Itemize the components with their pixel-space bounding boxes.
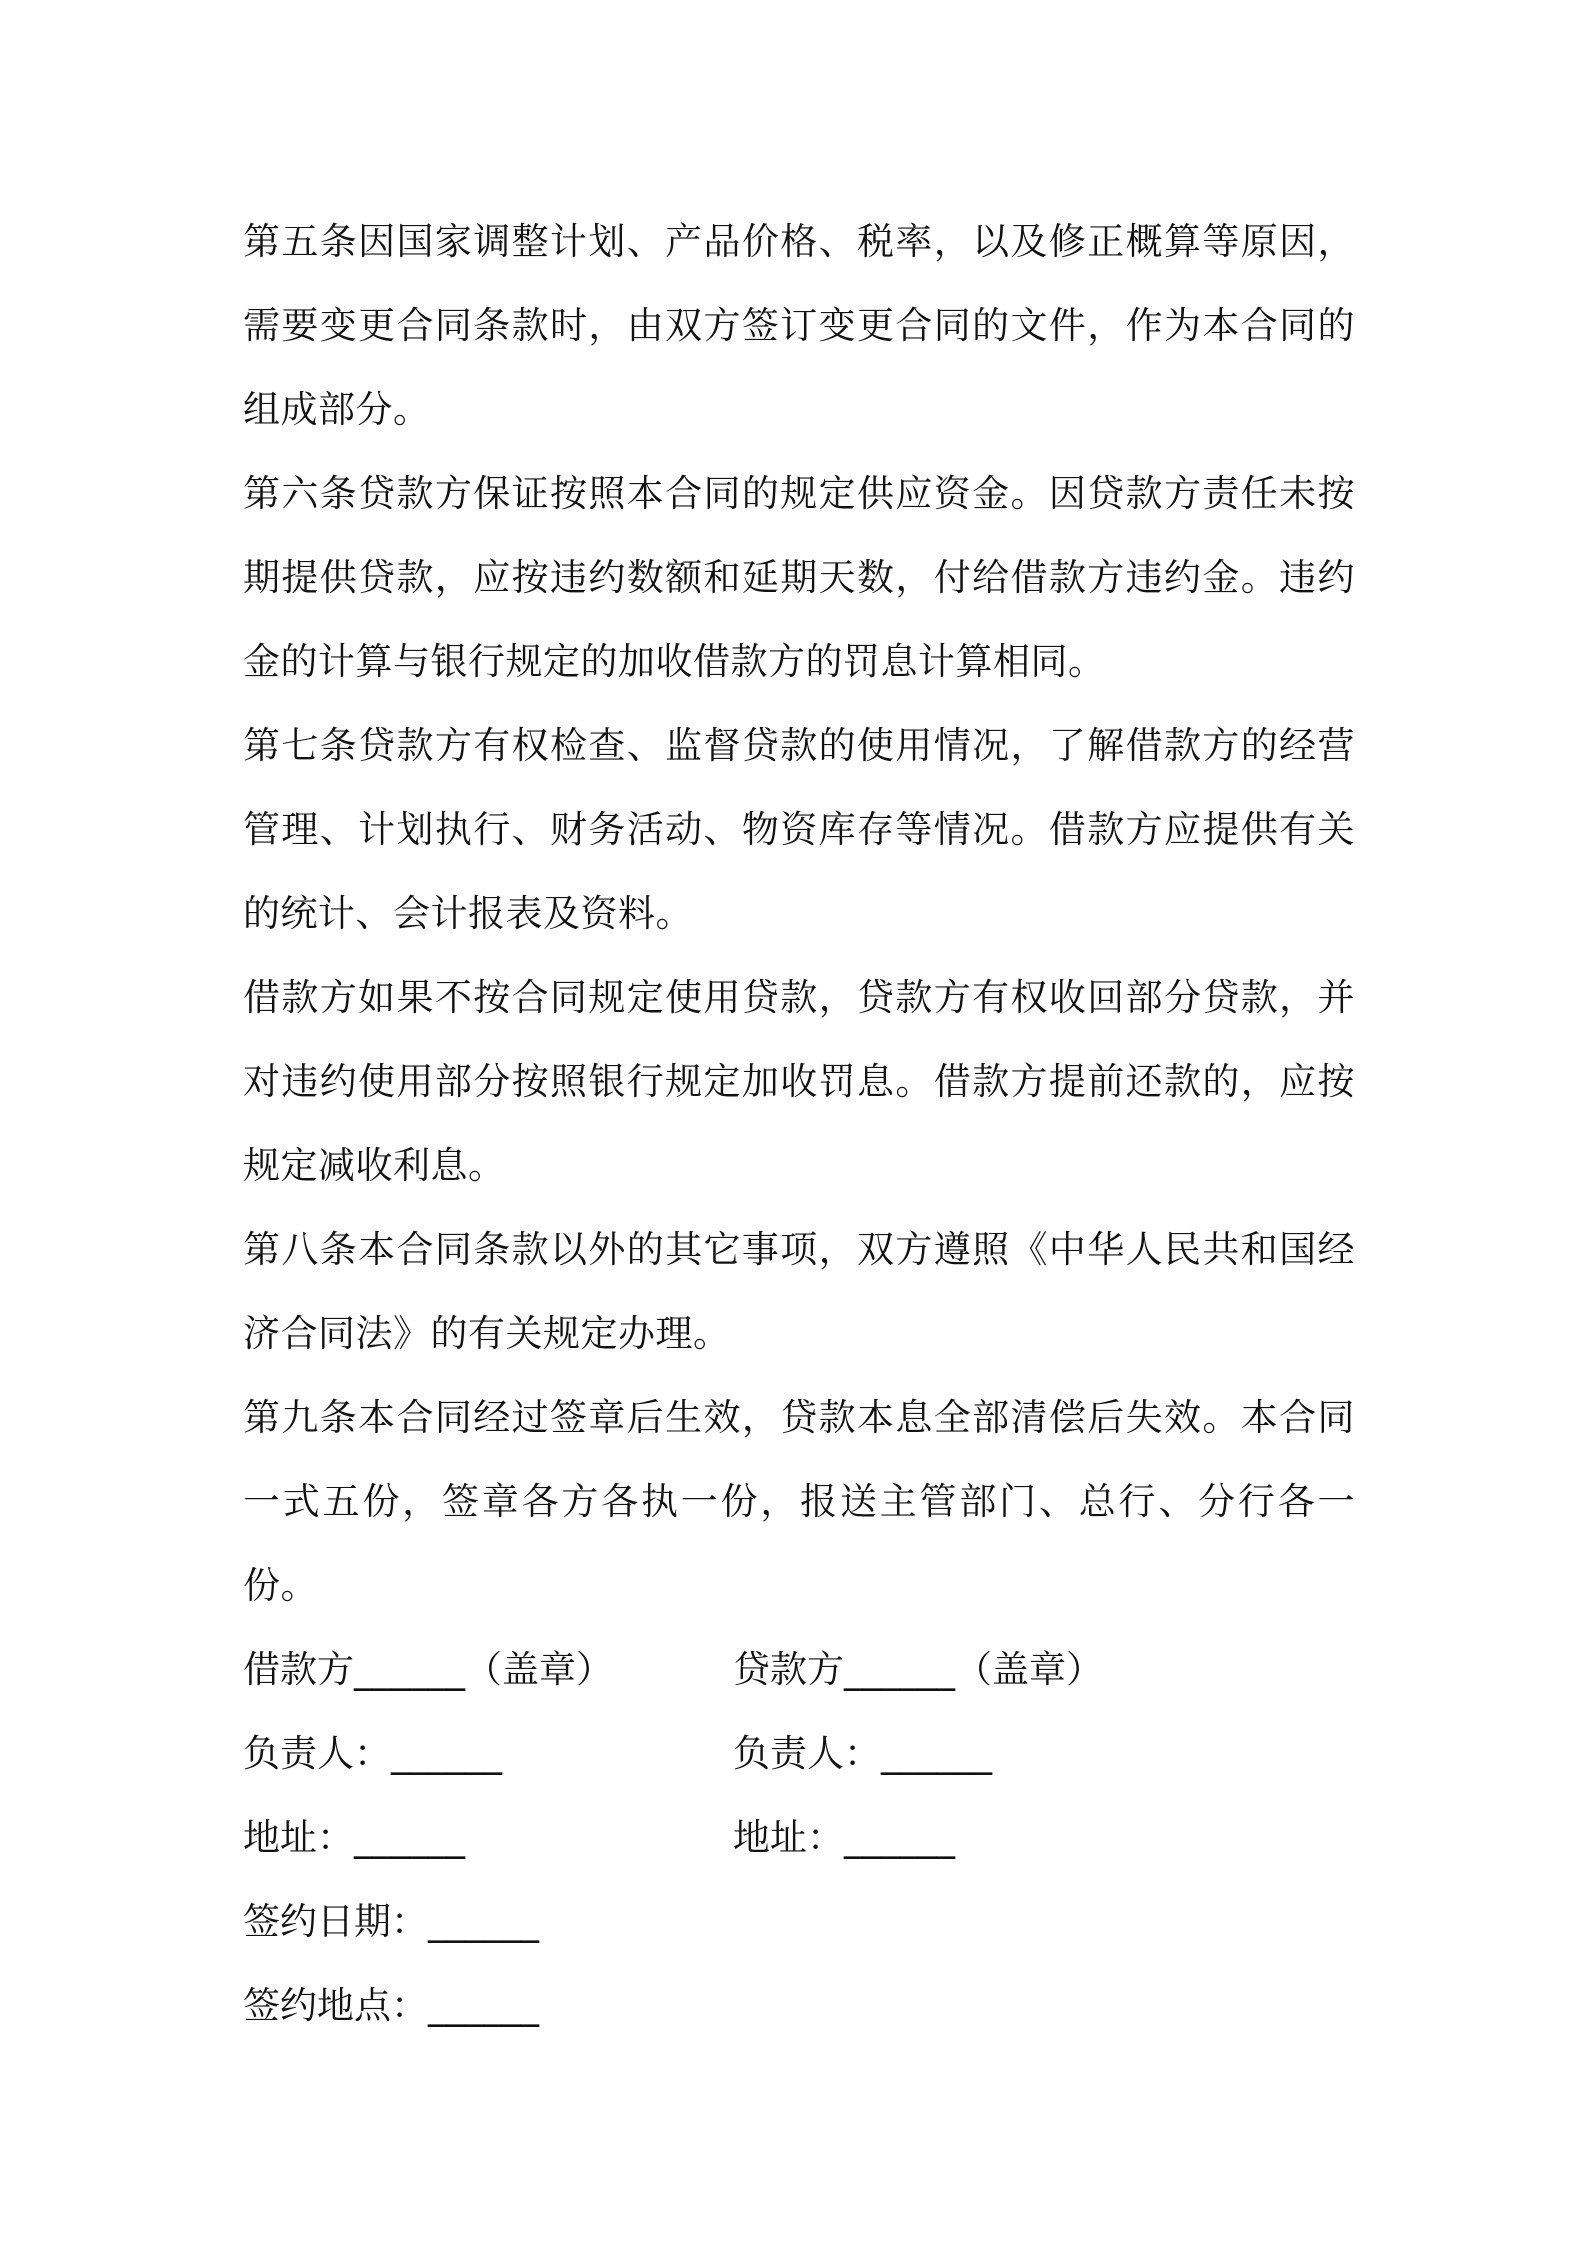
borrower-address-field: 地址：______ <box>243 1816 465 1859</box>
clause-7: 第七条贷款方有权检查、监督贷款的使用情况，了解借款方的经营管理、计划执行、财务活动、物资库存等情况。借款方应提供有关的统计、会计报表及资料。 <box>243 724 1355 935</box>
clause-6: 第六条贷款方保证按照本合同的规定供应资金。因贷款方责任未按期提供贷款，应按违约数额和延期天数，付给借款方违约金。违约金的计算与银行规定的加收借款方的罚息计算相同。 <box>243 472 1355 683</box>
sign-date-field: 签约日期：______ <box>243 1900 539 1943</box>
lender-seal-field: 贷款方______（盖章） <box>733 1648 1103 1691</box>
signature-row-person <box>243 1712 1355 1796</box>
signature-row-address <box>243 1796 1355 1880</box>
clause-7-supplement: 借款方如果不按合同规定使用贷款，贷款方有权收回部分贷款，并对违约使用部分按照银行规定加收罚息。借款方提前还款的，应按规定减收利息。 <box>243 976 1355 1187</box>
borrower-person-field: 负责人：______ <box>243 1732 502 1775</box>
clause-9: 第九条本合同经过签章后生效，贷款本息全部清偿后失效。本合同一式五份，签章各方各执一份，报送主管部门、总行、分行各一份。 <box>243 1396 1355 1607</box>
signature-row-place <box>243 1964 1355 2048</box>
contract-page <box>243 200 1355 2048</box>
lender-person-field: 负责人：______ <box>733 1732 992 1775</box>
signature-row-date <box>243 1880 1355 1964</box>
sign-place-field: 签约地点：______ <box>243 1984 539 2027</box>
clause-5: 第五条因国家调整计划、产品价格、税率，以及修正概算等原因，需要变更合同条款时，由双方签订变更合同的文件，作为本合同的组成部分。 <box>243 220 1355 431</box>
lender-address-field: 地址：______ <box>733 1816 955 1859</box>
signature-row-parties <box>243 1628 1355 1712</box>
borrower-seal-field: 借款方______（盖章） <box>243 1648 613 1691</box>
clause-8: 第八条本合同条款以外的其它事项，双方遵照《中华人民共和国经济合同法》的有关规定办理。 <box>243 1228 1355 1355</box>
